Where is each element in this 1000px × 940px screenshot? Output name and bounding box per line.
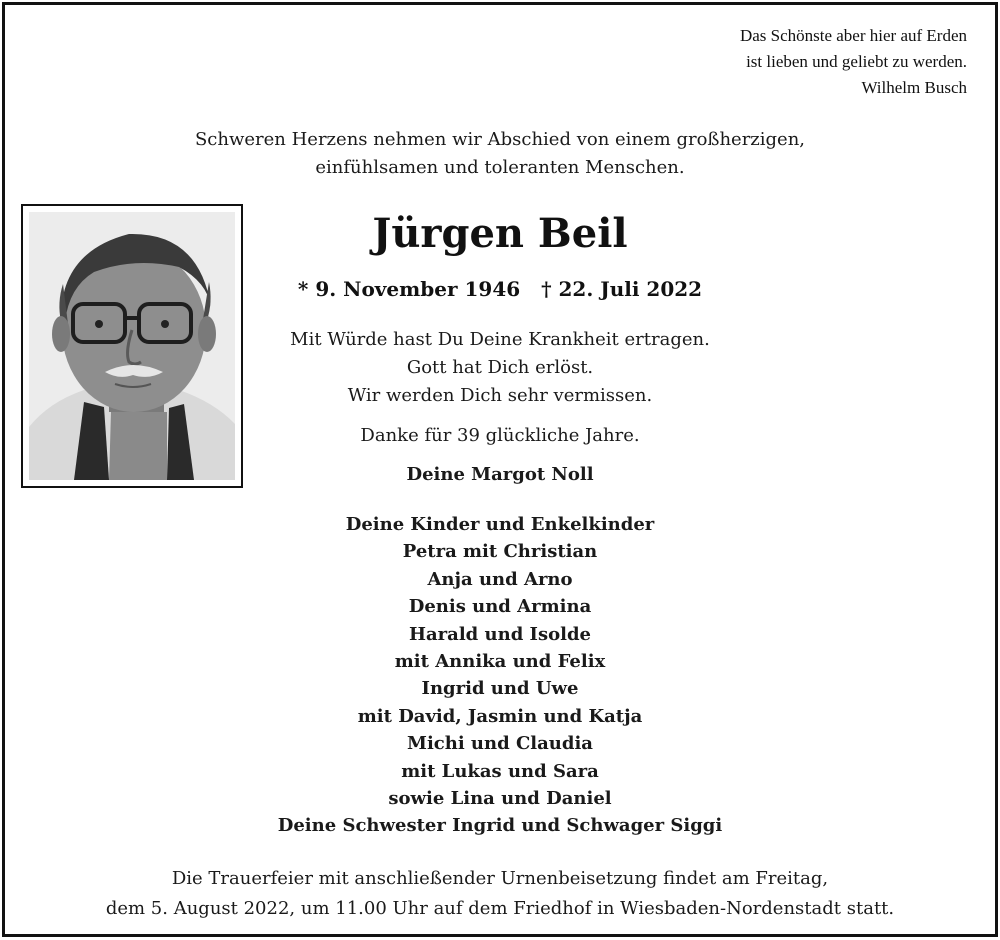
- family-line: mit David, Jasmin und Katja: [357, 705, 643, 727]
- intro-line-2: einfühlsamen und toleranten Menschen.: [315, 157, 685, 178]
- family-line: Michi und Claudia: [407, 733, 593, 755]
- family-line: sowie Lina und Daniel: [388, 788, 612, 810]
- funeral-info: [0, 864, 1000, 924]
- poem-author: Wilhelm Busch: [861, 78, 967, 97]
- spouse-signature: Deine Margot Noll: [406, 464, 594, 485]
- family-line: Denis und Armina: [408, 596, 592, 618]
- family-list: [200, 511, 800, 840]
- verse-line-2: Gott hat Dich erlöst.: [406, 357, 594, 378]
- family-line: Anja und Arno: [427, 568, 573, 590]
- poem-line-1: Das Schönste aber hier auf Erden: [739, 26, 967, 45]
- family-line: mit Lukas und Sara: [401, 760, 599, 782]
- intro-line-1: Schweren Herzens nehmen wir Abschied von einem großherzigen,: [194, 129, 806, 150]
- family-line: Ingrid und Uwe: [421, 678, 579, 700]
- family-line: mit Annika und Felix: [394, 651, 606, 673]
- birth-date: * 9. November 1946: [297, 277, 521, 301]
- verse-line-3: Wir werden Dich sehr vermissen.: [347, 385, 653, 406]
- intro-text: [0, 126, 1000, 182]
- deceased-name: Jürgen Beil: [372, 210, 628, 257]
- memorial-verse: [200, 326, 800, 410]
- family-line: Deine Schwester Ingrid und Schwager Siggi: [277, 815, 723, 837]
- family-line: Petra mit Christian: [402, 541, 598, 563]
- poem-line-2: ist lieben und geliebt zu werden.: [746, 52, 967, 71]
- funeral-info-line-1: Die Trauerfeier mit anschließender Urnenbeisetzung findet am Freitag,: [171, 868, 829, 889]
- family-line: Harald und Isolde: [409, 623, 591, 645]
- death-date: † 22. Juli 2022: [541, 277, 703, 301]
- family-line: Deine Kinder und Enkelkinder: [345, 514, 655, 535]
- poem-quote: [740, 23, 967, 101]
- thanks-line: Danke für 39 glückliche Jahre.: [360, 425, 640, 446]
- funeral-info-line-2: dem 5. August 2022, um 11.00 Uhr auf dem Friedhof in Wiesbaden-Nordenstadt statt.: [105, 898, 895, 919]
- verse-line-1: Mit Würde hast Du Deine Krankheit ertragen.: [290, 329, 710, 350]
- life-dates: [250, 274, 750, 304]
